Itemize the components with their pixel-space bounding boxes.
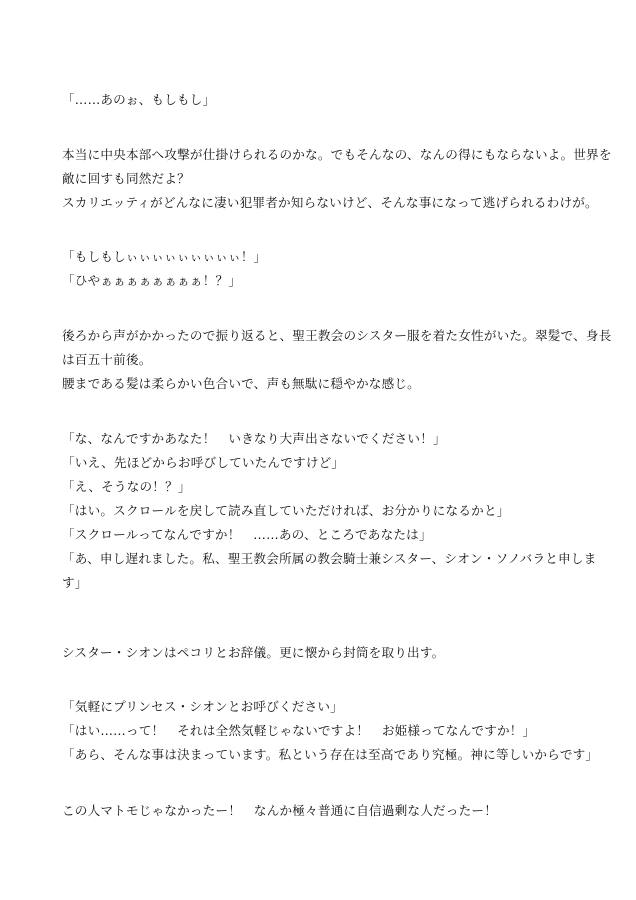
- text-line: 敵に回すも同然だよ？: [62, 171, 190, 186]
- paragraph-2: [62, 143, 612, 215]
- text-line: 「はい……って！ それは全然気軽じゃないですよ！ お姫様ってなんですか！」: [62, 723, 536, 738]
- paragraph-1: [62, 88, 582, 112]
- text-line: 「……あのぉ、もしもし」: [62, 92, 216, 107]
- paragraph-6: [62, 641, 582, 665]
- text-line: 本当に中央本部へ攻撃が仕掛けられるのかな。でもそんなの、なんの得にもならないよ。世界を: [62, 147, 612, 162]
- paragraph-5: [62, 427, 597, 595]
- text-line: 「あ、申し遅れました。私、聖王教会所属の教会騎士兼シスター、シオン・ソノバラと申しま: [62, 551, 597, 566]
- text-line: す」: [62, 575, 88, 590]
- text-line: 腰まである髪は柔らかい色合いで、声も無駄に穏やかな感じ。: [62, 376, 420, 391]
- paragraph-3: [62, 245, 582, 293]
- text-line: スカリエッティがどんなに凄い犯罪者か知らないけど、そんな事になって逃げられるわけが。: [62, 195, 598, 210]
- text-line: 「もしもしぃぃぃぃぃぃぃぃぃ！」: [62, 249, 267, 264]
- text-line: この人マトモじゃなかったー！ なんか極々普通に自信過剰な人だったー！: [62, 803, 497, 818]
- paragraph-7: [62, 695, 599, 767]
- paragraph-4: [62, 324, 612, 396]
- text-line: 「はい。スクロールを戻して読み直していただければ、お分かりになるかと」: [62, 503, 510, 518]
- text-line: シスター・シオンはペコリとお辞儀。更に懐から封筒を取り出す。: [62, 645, 445, 660]
- text-line: 「な、なんですかあなた！ いきなり大声出さないでください！」: [62, 431, 446, 446]
- text-line: は百五十前後。: [62, 352, 152, 367]
- text-line: 後ろから声がかかったので振り返ると、聖王教会のシスター服を着た女性がいた。翠髪で、身長: [62, 328, 612, 343]
- text-line: 「あら、そんな事は決まっています。私という存在は至高であり究極。神に等しいからです」: [62, 747, 599, 762]
- text-line: 「いえ、先ほどからお呼びしていたんですけど」: [62, 455, 345, 470]
- text-line: 「気軽にプリンセス・シオンとお呼びください」: [62, 699, 343, 714]
- text-line: 「ひやぁぁぁぁぁぁぁぁ！？」: [62, 273, 242, 288]
- text-line: 「え、そうなの！？」: [62, 479, 191, 494]
- text-line: 「スクロールってなんですか！ ……あの、ところであなたは」: [62, 527, 432, 542]
- paragraph-8: [62, 799, 582, 823]
